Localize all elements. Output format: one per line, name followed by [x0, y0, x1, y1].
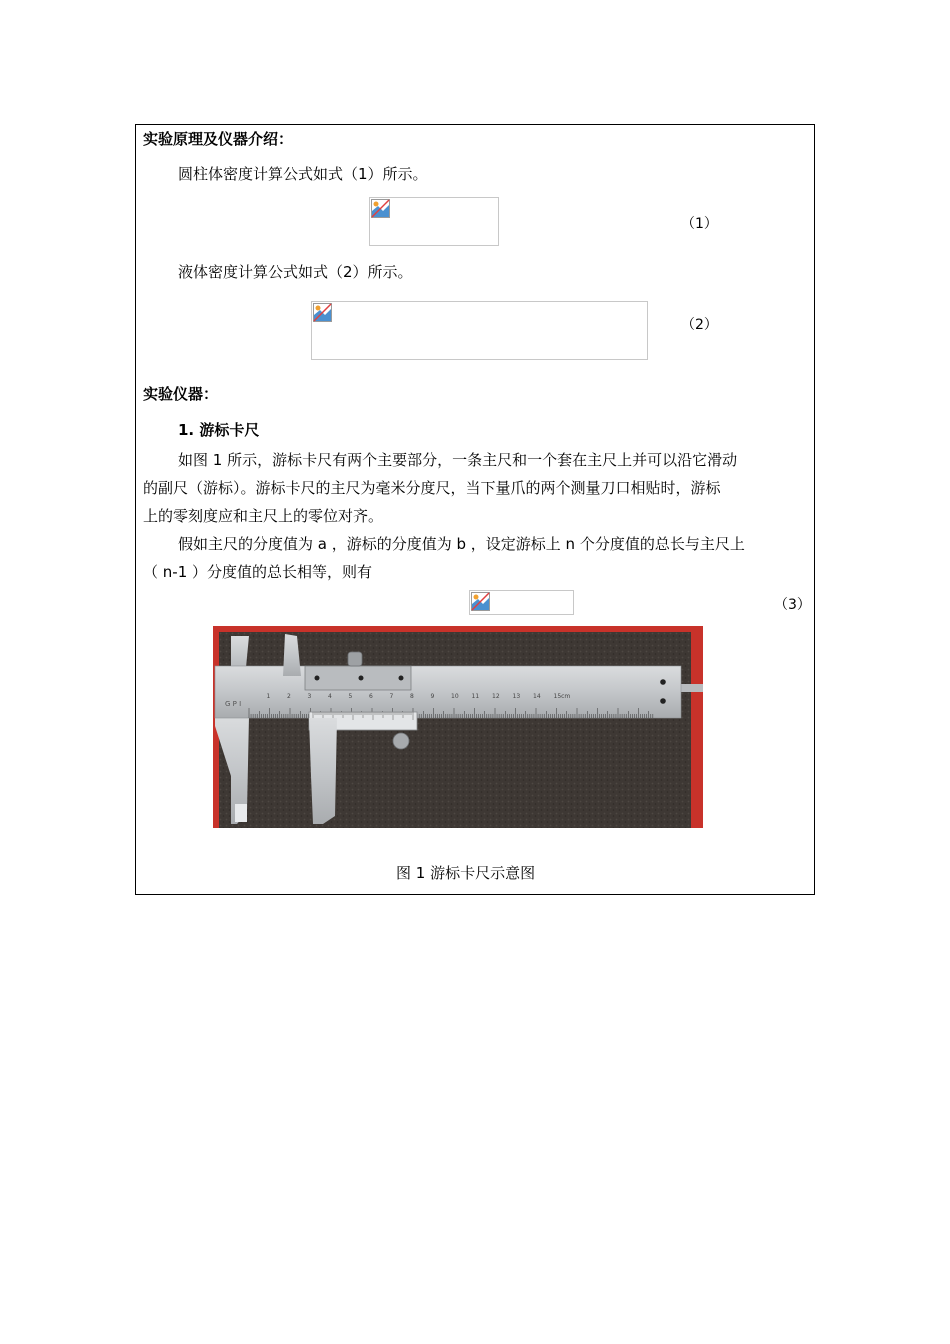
caliper-paragraph-line3: 上的零刻度应和主尺上的零位对齐。: [143, 507, 384, 525]
equation-2-image: [311, 301, 648, 360]
locking-screw: [348, 652, 362, 666]
assume-line2: （ n-1 ）分度值的总长相等，则有: [143, 563, 373, 581]
scale-number: 13: [512, 693, 521, 700]
cylinder-formula-text: 圆柱体密度计算公式如式（1）所示。: [178, 165, 428, 183]
screw-hole: [660, 698, 666, 704]
scale-number: 7: [389, 693, 394, 700]
scale-number: 1: [266, 693, 271, 700]
scale-number: 11: [471, 693, 480, 700]
vernier-caliper-photo: [213, 626, 703, 828]
scale-number: 8: [410, 693, 414, 700]
scale-number: 4: [328, 693, 332, 700]
liquid-formula-text: 液体密度计算公式如式（2）所示。: [178, 263, 413, 281]
instruments-heading: 实验仪器：: [143, 385, 219, 403]
equation-2-number: （2）: [681, 317, 718, 333]
equation-1-image: [369, 197, 499, 246]
scale-number: 6: [369, 693, 373, 700]
scale-number: 10: [451, 693, 459, 700]
broken-image-icon: [471, 592, 490, 611]
broken-image-icon: [371, 199, 390, 218]
slider-screw: [315, 676, 320, 681]
principle-heading: 实验原理及仪器介绍：: [143, 130, 294, 148]
slider-plate: [305, 666, 411, 690]
broken-image-icon: [313, 303, 332, 322]
scale-number: 15cm: [553, 693, 571, 700]
thumb-wheel: [393, 733, 409, 749]
jaw-tip: [235, 804, 247, 822]
scale-number: 12: [492, 693, 500, 700]
caliper-paragraph-line1: 如图 1 所示，游标卡尺有两个主要部分，一条主尺和一个套在主尺上并可以沿它滑动: [178, 451, 738, 469]
scale-number: 3: [307, 693, 312, 700]
caliper-paragraph-line2: 的副尺（游标）。游标卡尺的主尺为毫米分度尺，当下量爪的两个测量刀口相贴时，游标: [143, 479, 721, 497]
screw-hole: [660, 679, 666, 685]
scale-number: 14: [533, 693, 541, 700]
assume-line1: 假如主尺的分度值为 a ，游标的分度值为 b ，设定游标上 n 个分度值的总长与主尺上: [178, 535, 745, 553]
equation-1-number: （1）: [681, 216, 718, 232]
scale-number: 2: [287, 693, 291, 700]
equation-3-number: （3）: [774, 597, 811, 613]
lower-sliding-jaw: [309, 718, 337, 824]
equation-3-image: [469, 590, 574, 615]
slider-screw: [399, 676, 404, 681]
slider-screw: [359, 676, 364, 681]
scale-number: 9: [430, 693, 435, 700]
brand-mark: G P I: [225, 700, 242, 708]
figure-caption: 图 1 游标卡尺示意图: [396, 864, 536, 882]
caliper-heading: 1. 游标卡尺: [178, 421, 260, 439]
scale-number: 5: [348, 693, 353, 700]
